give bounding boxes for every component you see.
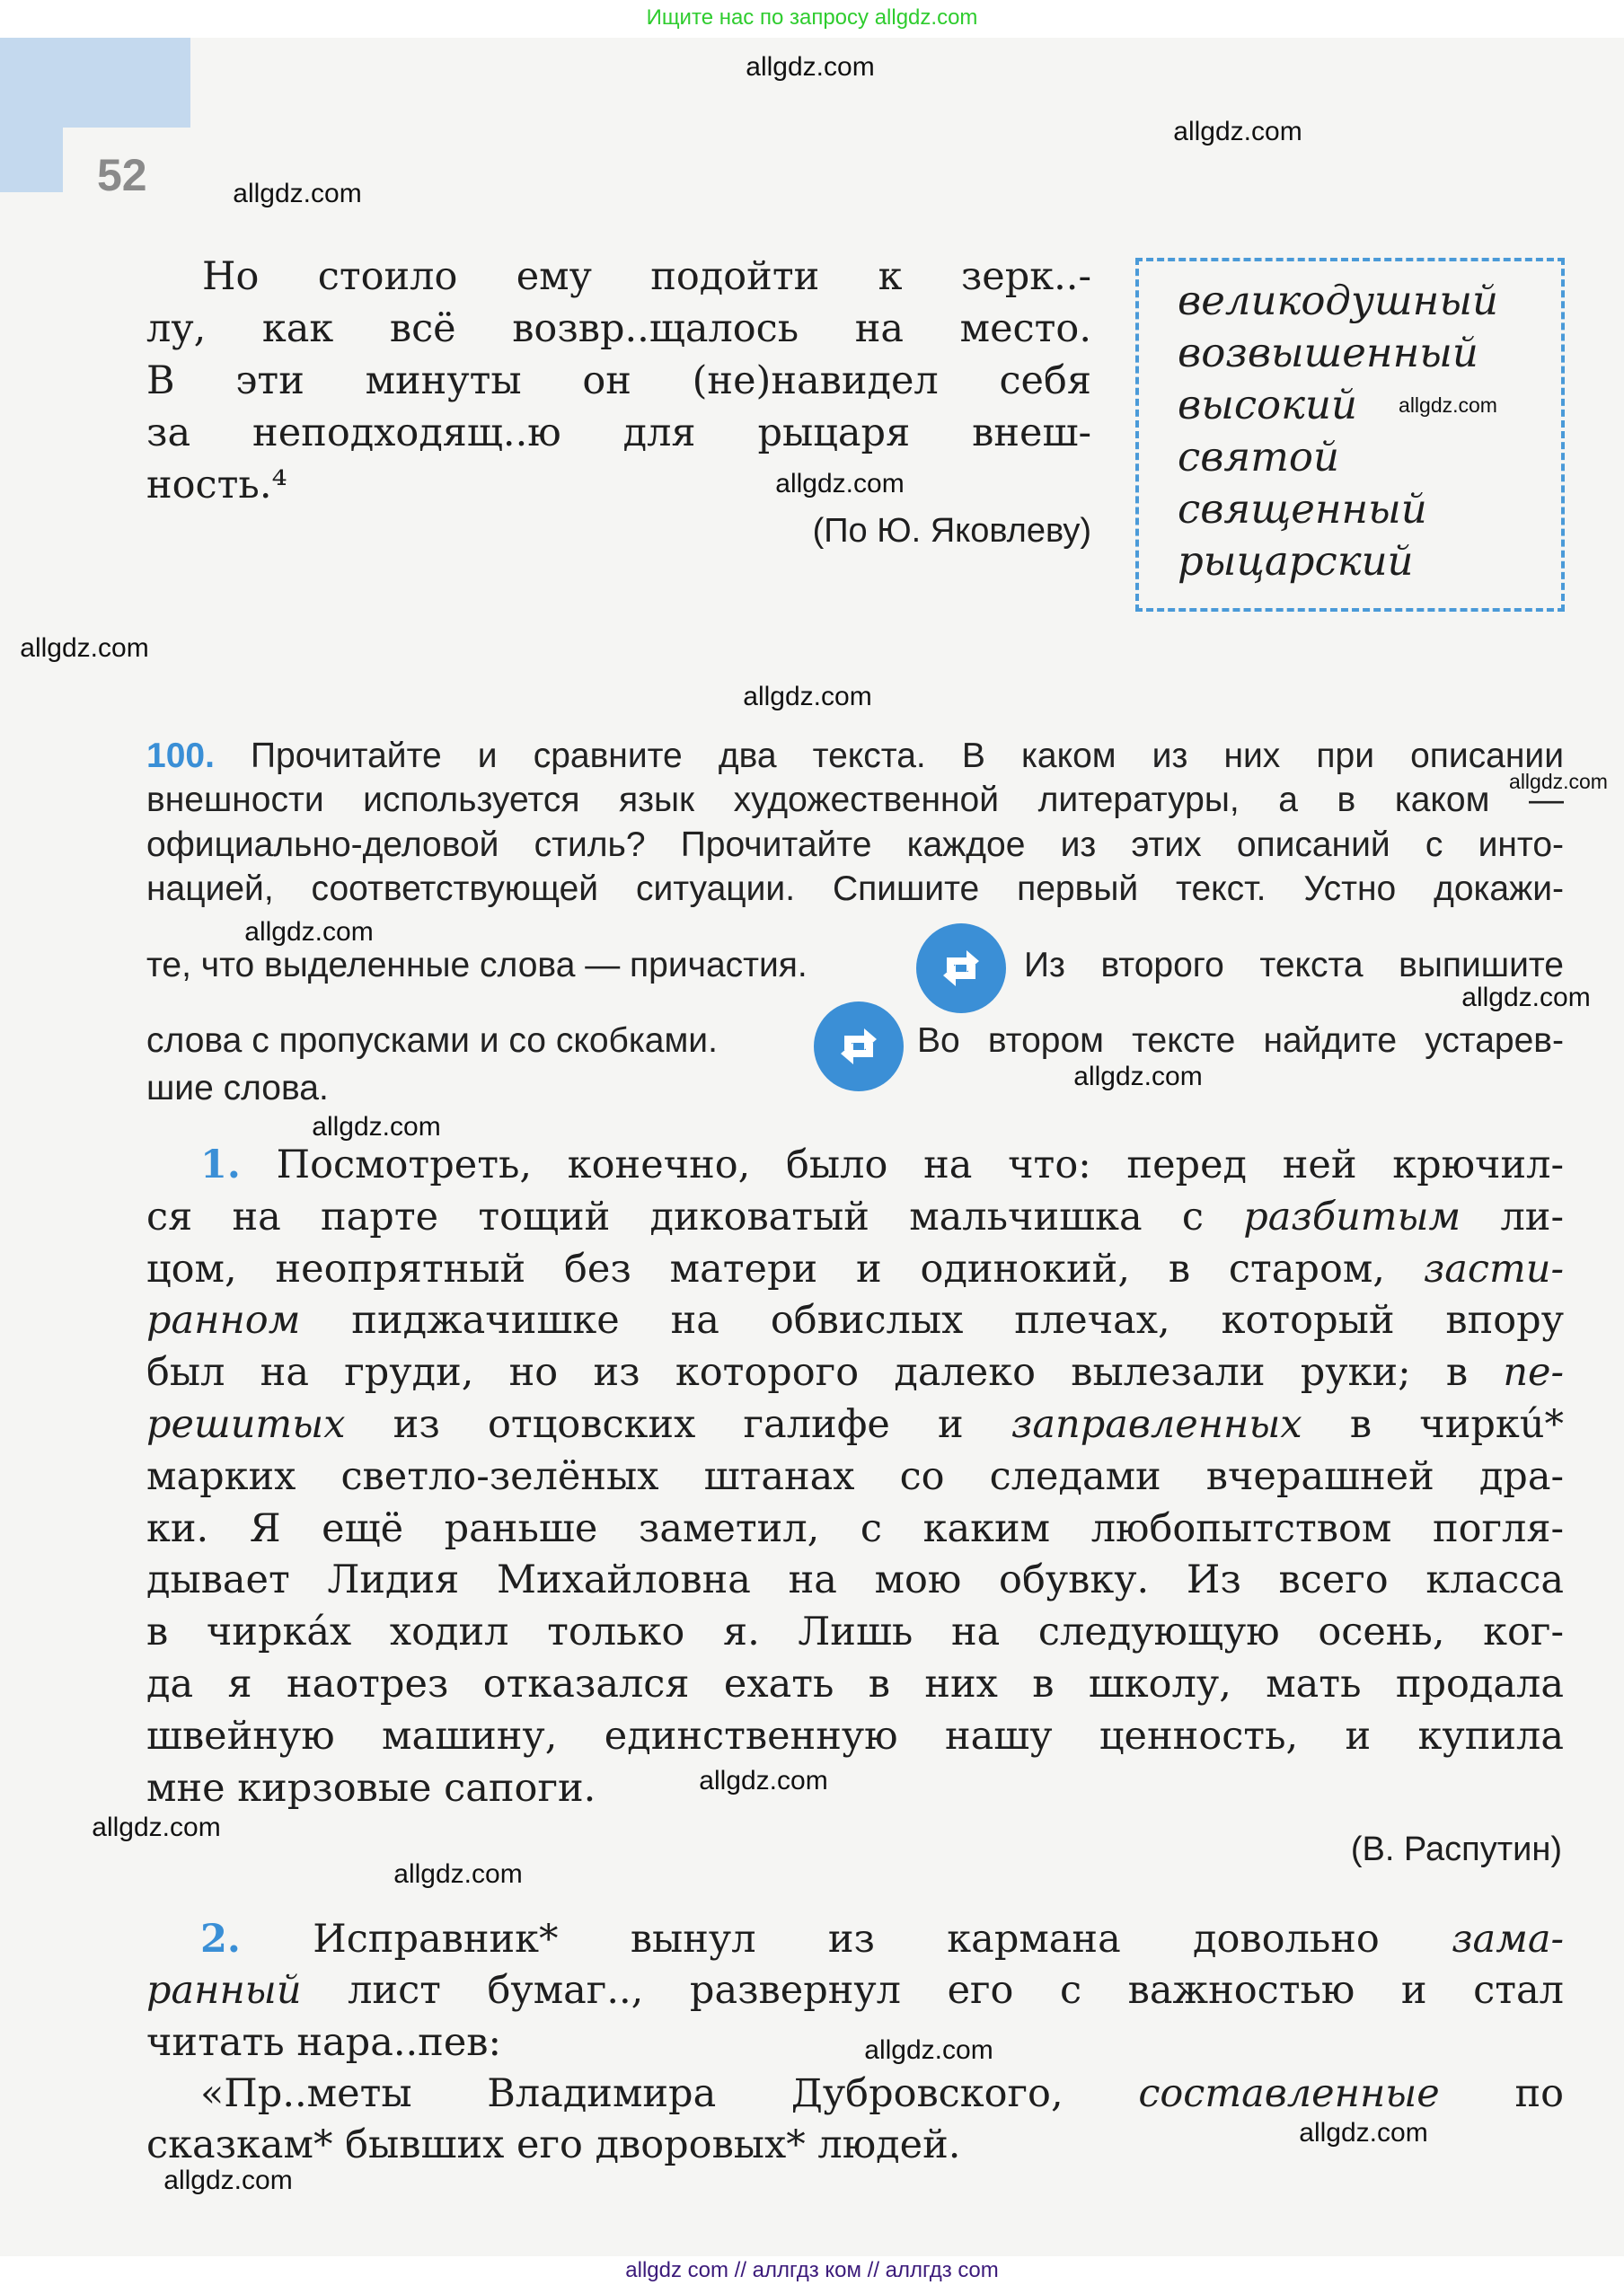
- text-segment: дывает Лидия Михайловна на мою обувку. Из всего класса: [146, 1557, 1564, 1603]
- watermark: allgdz.com: [775, 469, 905, 499]
- text-2-number: 2.: [200, 1917, 241, 1962]
- highlighted-word: заправленных: [1011, 1402, 1302, 1447]
- text-2-line: [146, 1968, 1564, 2013]
- text-segment: марких светло-зелёных штанах со следами вчерашней дра-: [146, 1453, 1564, 1499]
- exercise-line: Во втором тексте найдите устарев-: [917, 1021, 1564, 1060]
- text-segment: Посмотреть, конечно, было на что: перед ней крючил-: [276, 1143, 1564, 1187]
- text-segment: Исправник* вынул из кармана довольно: [313, 1917, 1452, 1962]
- text-segment: лист бумаг.., развернул его с важностью и стал: [301, 1968, 1564, 2014]
- watermark: allgdz.com: [1299, 2118, 1428, 2148]
- text-1-author: (В. Распутин): [1350, 1831, 1562, 1868]
- word-box-item: великодушный: [1178, 277, 1498, 324]
- highlighted-word: зама-: [1452, 1917, 1565, 1962]
- watermark: allgdz.com: [163, 2166, 293, 2195]
- text-1-line: [146, 1247, 1564, 1292]
- passage-line: [146, 410, 1091, 455]
- text-segment: сказкам* бывших его дворовых* людей.: [146, 2122, 961, 2168]
- exercise-number: 100.: [146, 737, 215, 775]
- exchange-icon: [814, 1001, 904, 1091]
- watermark: allgdz.com: [1173, 117, 1302, 146]
- exercise-line: внешности используется язык художественной литературы, а в каком —: [146, 781, 1564, 819]
- watermark: allgdz.com: [244, 917, 374, 947]
- highlighted-word: разбитым: [1243, 1194, 1461, 1240]
- exercise-line: слова с пропусками и со скобками.: [146, 1021, 718, 1060]
- watermark: allgdz.com: [20, 633, 149, 663]
- passage-author: (По Ю. Яковлеву): [812, 512, 1091, 550]
- text-1-number: 1.: [200, 1143, 241, 1187]
- text-1-line: [146, 1662, 1564, 1707]
- text-segment: за неподходящ..ю для рыцаря внеш-: [146, 410, 1091, 455]
- text-segment: был на груди, но из которого далеко вылезали руки; в: [146, 1350, 1504, 1396]
- text-segment: В эти минуты он (не)навидел себя: [146, 358, 1091, 403]
- text-segment: цом, неопрятный без матери и одинокий, в старом,: [146, 1246, 1424, 1292]
- footer-watermark: allgdz com // аллгдз ком // аллгдз com: [625, 2258, 999, 2282]
- text-2-line: [200, 2071, 1564, 2116]
- highlighted-word: составленные: [1138, 2070, 1440, 2116]
- watermark: allgdz.com: [233, 179, 362, 208]
- text-segment: в чиркú*: [1302, 1402, 1564, 1447]
- text-segment: из отцовских галифе и: [345, 1402, 1011, 1447]
- watermark: allgdz.com: [312, 1112, 441, 1142]
- page-corner-decoration: [0, 38, 190, 128]
- text-2-line: [146, 2020, 1564, 2065]
- exercise-line: Из второго текста выпишите: [1024, 946, 1564, 984]
- exercise-line: шие слова.: [146, 1069, 329, 1107]
- exchange-icon: [916, 923, 1006, 1013]
- text-segment: пиджачишке на обвислых плечах, который впору: [300, 1298, 1564, 1344]
- exercise-line: [146, 737, 1564, 776]
- watermark: allgdz.com: [699, 1766, 828, 1795]
- search-banner: Ищите нас по запросу allgdz.com: [646, 5, 978, 30]
- text-1-line: [146, 1766, 1564, 1811]
- text-segment: в чиркáх ходил только я. Лишь на следующую осень, ког-: [146, 1610, 1564, 1655]
- watermark: allgdz.com: [864, 2035, 993, 2065]
- text-2-line: [200, 1917, 1564, 1962]
- text-1-line: [146, 1350, 1564, 1395]
- exercise-text: Прочитайте и сравните два текста. В каком из них при описании: [251, 737, 1564, 775]
- page-corner-decoration: [0, 128, 63, 192]
- exercise-line: те, что выделенные слова — причастия.: [146, 946, 808, 984]
- highlighted-word: ранный: [146, 1968, 302, 2014]
- text-1-line: [146, 1298, 1564, 1343]
- text-segment: швейную машину, единственную нашу ценность, и купила: [146, 1713, 1564, 1759]
- text-segment: ность.⁴: [146, 463, 287, 507]
- watermark: allgdz.com: [746, 52, 875, 82]
- watermark: allgdz.com: [92, 1813, 221, 1842]
- text-1-line: [146, 1195, 1564, 1240]
- highlighted-word: засти-: [1423, 1246, 1564, 1292]
- watermark: allgdz.com: [1073, 1062, 1203, 1091]
- watermark: allgdz.com: [1509, 770, 1608, 793]
- text-1-line: [146, 1714, 1564, 1759]
- word-box-item: святой: [1178, 433, 1339, 481]
- word-box-item: священный: [1178, 485, 1427, 533]
- text-1-line: [146, 1402, 1564, 1447]
- text-segment: да я наотрез отказался ехать в них в школу, мать продала: [146, 1662, 1564, 1707]
- exercise-line: официально-деловой стиль? Прочитайте каждое из этих описаний с инто-: [146, 825, 1564, 864]
- text-1-line: [200, 1143, 1564, 1187]
- text-segment: ли-: [1461, 1194, 1564, 1240]
- passage-line: [146, 463, 1091, 507]
- text-segment: лу, как всё возвр..щалось на место.: [146, 306, 1091, 351]
- highlighted-word: ранном: [146, 1298, 301, 1344]
- passage-line: [202, 254, 1091, 299]
- text-segment: мне кирзовые сапоги.: [146, 1765, 596, 1811]
- exercise-line: нацией, соответствующей ситуации. Спишите первый текст. Устно докажи-: [146, 869, 1564, 908]
- text-1-line: [146, 1557, 1564, 1602]
- passage-line: [146, 306, 1091, 351]
- page-number: 52: [97, 150, 147, 200]
- text-segment: читать нара..пев:: [146, 2019, 501, 2065]
- watermark: allgdz.com: [393, 1859, 523, 1889]
- text-1-line: [146, 1506, 1564, 1551]
- text-segment: ся на парте тощий диковатый мальчишка с: [146, 1194, 1244, 1240]
- text-segment: ки. Я ещё раньше заметил, с каким любопытством погля-: [146, 1505, 1564, 1551]
- watermark: allgdz.com: [1461, 983, 1591, 1012]
- word-box-item: высокий: [1178, 381, 1357, 428]
- watermark: allgdz.com: [743, 682, 872, 711]
- text-segment: «Пр..меты Владимира Дубровского,: [200, 2070, 1139, 2116]
- word-box-item: возвышенный: [1178, 329, 1478, 376]
- text-1-line: [146, 1454, 1564, 1499]
- passage-line: [146, 358, 1091, 403]
- text-1-line: [146, 1610, 1564, 1654]
- text-segment: по: [1439, 2070, 1564, 2116]
- text-segment: Но стоило ему подойти к зерк..-: [202, 254, 1091, 299]
- highlighted-word: решитых: [146, 1402, 346, 1447]
- highlighted-word: пе-: [1503, 1350, 1564, 1396]
- watermark: allgdz.com: [1399, 393, 1497, 417]
- word-box-item: рыцарский: [1178, 537, 1414, 585]
